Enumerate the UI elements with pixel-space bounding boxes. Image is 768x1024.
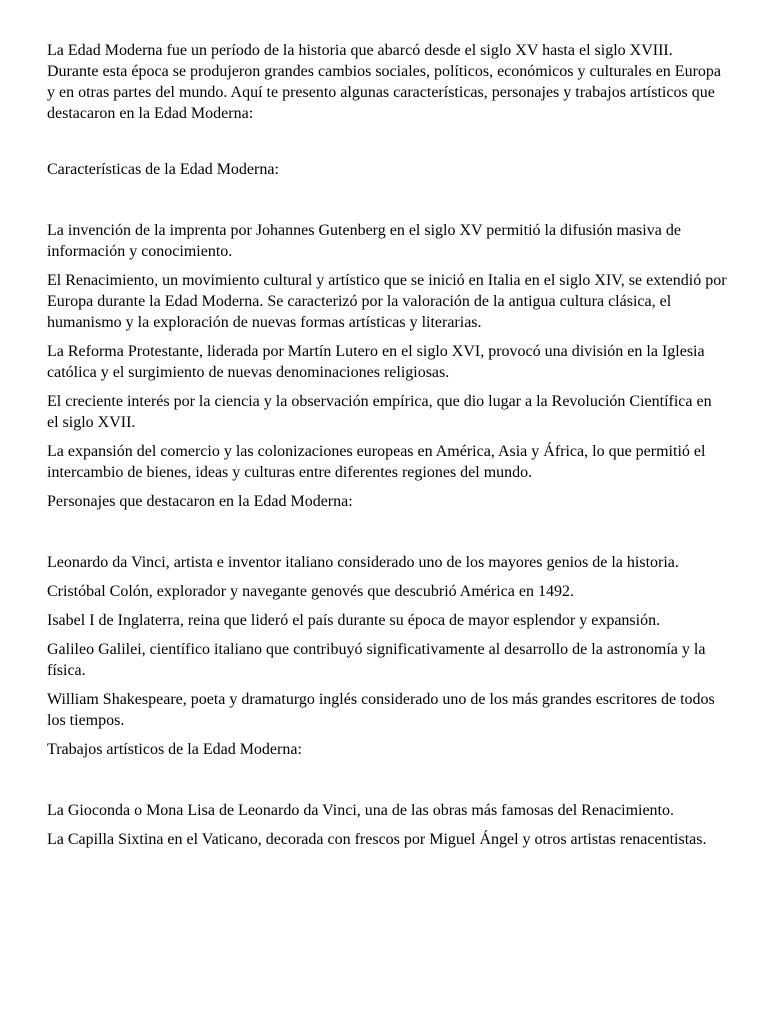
list-item: La Capilla Sixtina en el Vaticano, decorada con frescos por Miguel Ángel y otros artistas renacentistas. [47, 831, 707, 848]
list-item: Leonardo da Vinci, artista e inventor italiano considerado uno de los mayores genios de la historia. [47, 554, 679, 571]
list-item: El creciente interés por la ciencia y la observación empírica, que dio lugar a la Revolución Científica en el siglo XVII. [47, 393, 712, 431]
list-item: Isabel I de Inglaterra, reina que lideró el país durante su época de mayor esplendor y expansión. [47, 612, 661, 629]
list-item: La invención de la imprenta por Johannes Gutenberg en el siglo XV permitió la difusión masiva de información y conocimiento. [47, 222, 681, 260]
list-item: Cristóbal Colón, explorador y navegante genovés que descubrió América en 1492. [47, 583, 574, 600]
section-heading-trabajos: Trabajos artísticos de la Edad Moderna: [47, 741, 302, 758]
intro-paragraph: La Edad Moderna fue un período de la historia que abarcó desde el siglo XV hasta el siglo XVIII. Durante esta época se produjeron grandes cambios sociales, políticos, económicos y culturales en Europa y en otras partes del mundo. Aquí te presento algunas características, personajes y trabajos artísticos que destacaron en la Edad Moderna: [47, 42, 721, 122]
list-item: El Renacimiento, un movimiento cultural y artístico que se inició en Italia en el siglo XIV, se extendió por Europa durante la Edad Moderna. Se caracterizó por la valoración de la antigua cultura clásica, el humanismo y la exploración de nuevas formas artísticas y literarias. [47, 272, 727, 331]
section-heading-personajes: Personajes que destacaron en la Edad Moderna: [47, 493, 353, 510]
document-page [47, 40, 727, 858]
list-item: La expansión del comercio y las colonizaciones europeas en América, Asia y África, lo que permitió el intercambio de bienes, ideas y culturas entre diferentes regiones del mundo. [47, 443, 706, 481]
list-item: William Shakespeare, poeta y dramaturgo inglés considerado uno de los más grandes escritores de todos los tiempos. [47, 691, 715, 729]
list-item: La Gioconda o Mona Lisa de Leonardo da Vinci, una de las obras más famosas del Renacimiento. [47, 802, 674, 819]
section-heading-caracteristicas: Características de la Edad Moderna: [47, 161, 279, 178]
list-item: La Reforma Protestante, liderada por Martín Lutero en el siglo XVI, provocó una división en la Iglesia católica y el surgimiento de nuevas denominaciones religiosas. [47, 343, 705, 381]
list-item: Galileo Galilei, científico italiano que contribuyó significativamente al desarrollo de la astronomía y la física. [47, 641, 706, 679]
